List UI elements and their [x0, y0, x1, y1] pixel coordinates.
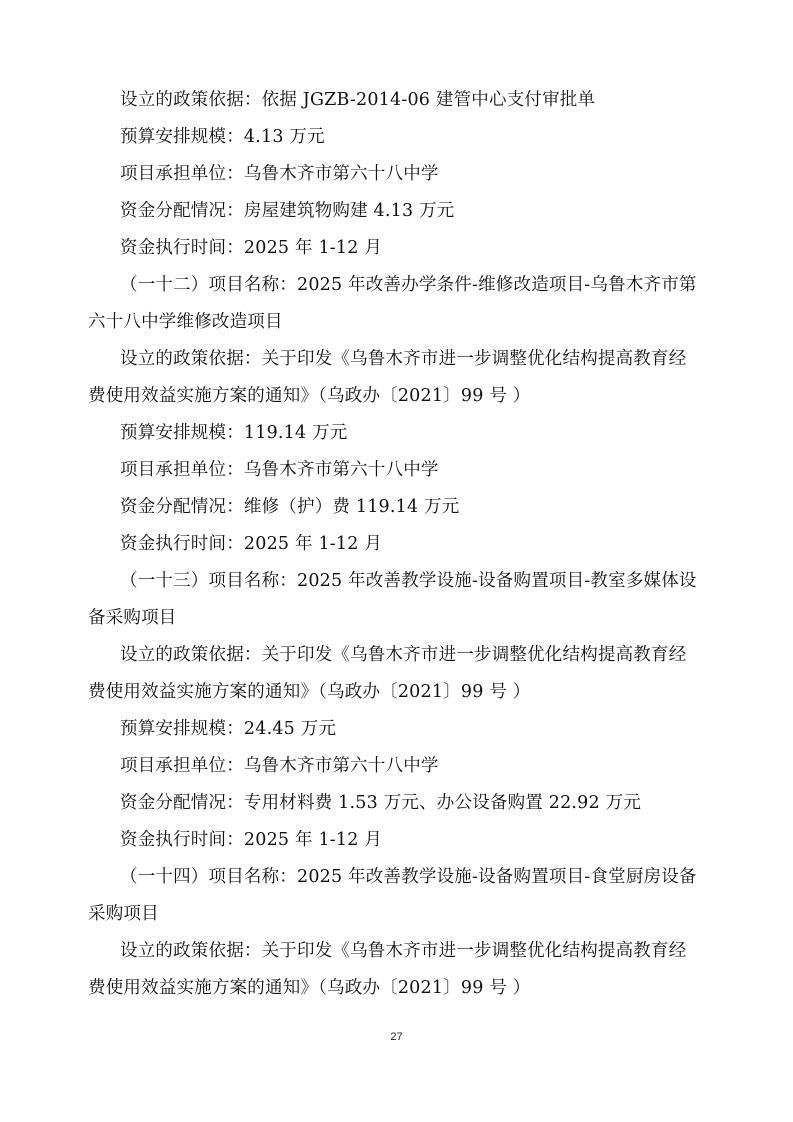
page-number: 27	[390, 1031, 403, 1043]
text-line: 资金分配情况：专用材料费 1.53 万元、办公设备购置 22.92 万元	[120, 793, 642, 813]
text-line: 预算安排规模：24.45 万元	[120, 719, 337, 739]
section-heading: （一十三）项目名称：2025 年改善教学设施-设备购置项目-教室多媒体设	[120, 571, 697, 591]
text-line: 预算安排规模：119.14 万元	[120, 423, 348, 443]
text-line: 资金执行时间：2025 年 1-12 月	[120, 238, 383, 258]
section-heading: （一十四）项目名称：2025 年改善教学设施-设备购置项目-食堂厨房设备	[120, 867, 697, 887]
section-heading: （一十二）项目名称：2025 年改善办学条件-维修改造项目-乌鲁木齐市第	[120, 275, 697, 295]
section-heading-continuation: 采购项目	[88, 904, 159, 924]
text-line: 资金分配情况：维修（护）费 119.14 万元	[120, 497, 460, 517]
section-heading-continuation: 备采购项目	[88, 608, 177, 628]
section-heading-continuation: 六十八中学维修改造项目	[88, 312, 283, 332]
text-line: 资金执行时间：2025 年 1-12 月	[120, 830, 383, 850]
text-line: 项目承担单位：乌鲁木齐市第六十八中学	[120, 756, 439, 776]
text-line: 设立的政策依据：依据 JGZB-2014-06 建管中心支付审批单	[120, 90, 596, 110]
text-line: 设立的政策依据：关于印发《乌鲁木齐市进一步调整优化结构提高教育经	[120, 941, 687, 961]
text-line: 项目承担单位：乌鲁木齐市第六十八中学	[120, 460, 439, 480]
text-line: 设立的政策依据：关于印发《乌鲁木齐市进一步调整优化结构提高教育经	[120, 349, 687, 369]
text-line-continuation: 费使用效益实施方案的通知》（乌政办〔2021〕99 号 ）	[88, 386, 531, 406]
text-line: 项目承担单位：乌鲁木齐市第六十八中学	[120, 164, 439, 184]
text-line: 预算安排规模：4.13 万元	[120, 127, 325, 147]
text-line: 资金执行时间：2025 年 1-12 月	[120, 534, 383, 554]
text-line-continuation: 费使用效益实施方案的通知》（乌政办〔2021〕99 号 ）	[88, 978, 531, 998]
text-line: 设立的政策依据：关于印发《乌鲁木齐市进一步调整优化结构提高教育经	[120, 645, 687, 665]
text-line: 资金分配情况：房屋建筑物购建 4.13 万元	[120, 201, 455, 221]
text-line-continuation: 费使用效益实施方案的通知》（乌政办〔2021〕99 号 ）	[88, 682, 531, 702]
